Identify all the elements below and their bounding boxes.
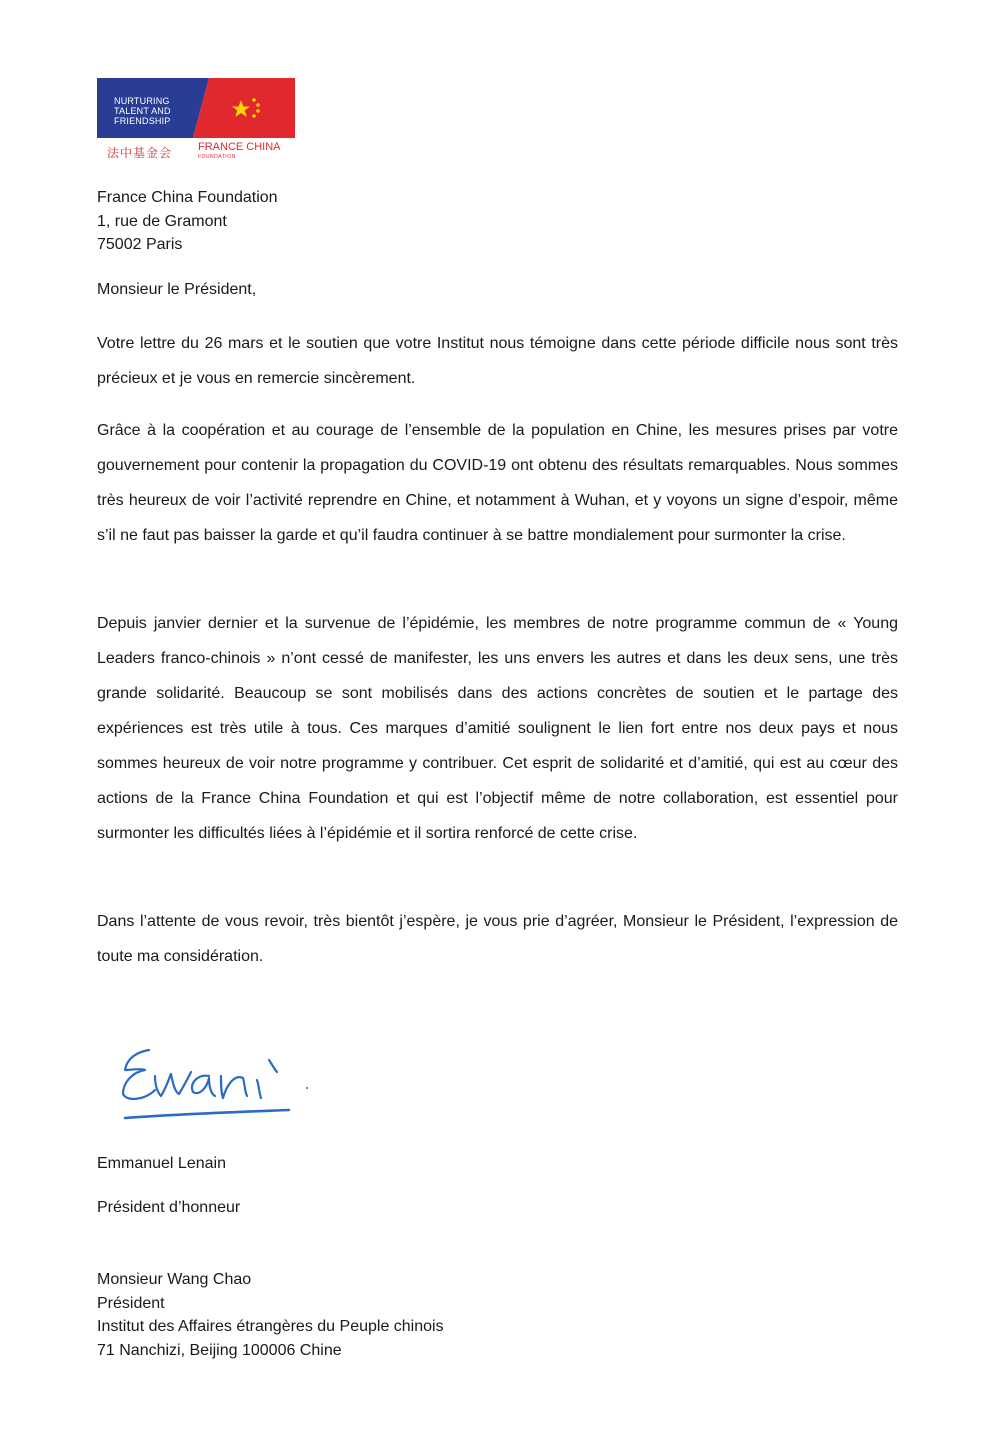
- paragraph-4: Dans l’attente de vous revoir, très bientôt j’espère, je vous prie d’agréer, Monsieur le Président, l’expression de toute ma considération.: [97, 913, 898, 965]
- paragraph-2: Grâce à la coopération et au courage de l’ensemble de la population en Chine, les mesures prises par votre gouvernement pour contenir la propagation du COVID-19 ont obtenu des résultats remarquables. Nous sommes très heureux de voir l’activité reprendre en Chine, et notamment à Wuhan, et y voyons un signe d’espoir, même s’il ne faut pas baisser la garde et qu’il faudra continuer à se battre mondialement pour surmonter la crise.: [97, 422, 898, 544]
- paragraph-3: Depuis janvier dernier et la survenue de l’épidémie, les membres de notre programme commun de « Young Leaders franco-chinois » n’ont cessé de manifester, les uns envers les autres et dans les deux sens, une très grande solidarité. Beaucoup se sont mobilisés dans des actions concrètes de soutien et le partage des expériences est très utile à tous. Ces marques d’amitié soulignent le lien fort entre nos deux pays et nous sommes heureux de voir notre programme y contribuer. Cet esprit de solidarité et d’amitié, qui est au cœur des actions de la France China Foundation et qui est l’objectif même de notre collaboration, est essentiel pour surmonter les difficultés liées à l’épidémie et il sortira renforcé de cette crise.: [97, 615, 898, 842]
- signature-underline: [125, 1110, 289, 1118]
- small-star-icon: [256, 109, 260, 113]
- handwritten-signature: [97, 1040, 317, 1130]
- signature-stroke: [221, 1076, 247, 1098]
- signatory-name: Emmanuel Lenain: [97, 1155, 226, 1172]
- sender-address: [97, 186, 278, 257]
- small-star-icon: [252, 114, 256, 118]
- small-star-icon: [256, 103, 260, 107]
- recipient-institution: Institut des Affaires étrangères du Peuple chinois: [97, 1318, 444, 1335]
- recipient-name: Monsieur Wang Chao: [97, 1271, 252, 1288]
- paragraph-1: Votre lettre du 26 mars et le soutien que votre Institut nous témoigne dans cette période difficile nous sont très précieux et je vous en remercie sincèrement.: [97, 335, 898, 387]
- logo-chinese-name: 法中基金会: [107, 146, 173, 160]
- foundation-logo: [97, 78, 295, 164]
- signature-stroke: [155, 1072, 191, 1096]
- salutation: Monsieur le Président,: [97, 281, 257, 298]
- signature-stroke: [257, 1060, 277, 1098]
- logo-tagline: NURTURING TALENT AND FRIENDSHIP: [114, 96, 171, 126]
- signature-dot: [306, 1087, 308, 1089]
- sender-street: 1, rue de Gramont: [97, 212, 227, 230]
- recipient-street-address: 71 Nanchizi, Beijing 100006 Chine: [97, 1341, 342, 1359]
- sender-city: 75002 Paris: [97, 236, 183, 253]
- recipient-address: [97, 1268, 444, 1362]
- signature-stroke: [123, 1050, 155, 1099]
- logo-french-name: FRANCE CHINA: [198, 141, 281, 153]
- small-star-icon: [252, 98, 256, 102]
- recipient-title: Président: [97, 1294, 165, 1312]
- signature-stroke: [192, 1076, 215, 1096]
- signatory-title: Président d’honneur: [97, 1199, 241, 1216]
- logo-french-subtitle: FOUNDATION: [198, 154, 236, 160]
- sender-name: France China Foundation: [97, 189, 278, 206]
